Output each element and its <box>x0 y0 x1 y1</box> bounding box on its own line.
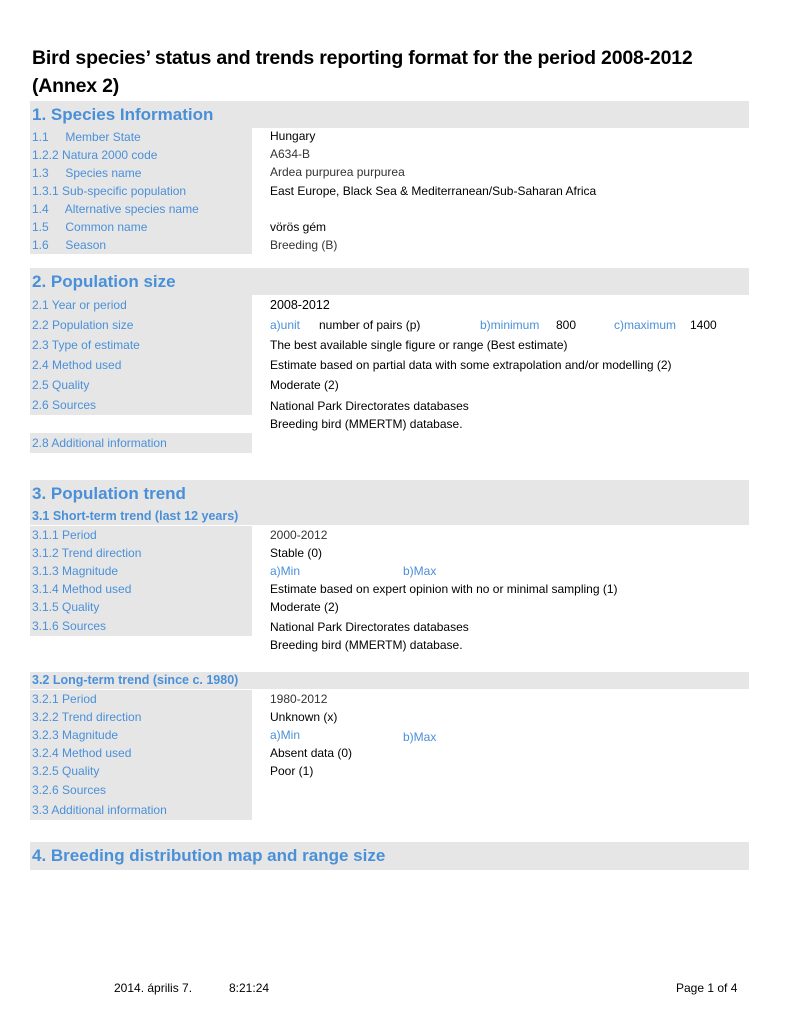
short-direction-value: Stable (0) <box>270 546 323 560</box>
long-term-trend-heading: 3.2 Long-term trend (since c. 1980) <box>30 672 749 689</box>
method-used-value: Estimate based on partial data with some extrapolation and/or modelling (2) <box>270 358 672 372</box>
short-magnitude-max: b)Max <box>403 564 437 578</box>
subspecific-population-value: East Europe, Black Sea & Mediterranean/Sub-Saharan Africa <box>270 184 597 198</box>
short-method-label: 3.1.4 Method used <box>30 580 252 598</box>
document-title <box>32 44 762 100</box>
short-period-value: 2000-2012 <box>270 528 328 542</box>
common-name-label: 1.5 Common name <box>30 218 252 236</box>
section-2-heading: 2. Population size <box>30 268 749 295</box>
long-magnitude-label: 3.2.3 Magnitude <box>30 726 252 744</box>
unit-label: a)unit <box>270 318 301 332</box>
common-name-value: vörös gém <box>270 220 327 234</box>
method-used-label: 2.4 Method used <box>30 355 252 375</box>
short-quality-value: Moderate (2) <box>270 600 339 614</box>
long-quality-label: 3.2.5 Quality <box>30 762 252 780</box>
species-name-value: Ardea purpurea purpurea <box>270 165 405 179</box>
long-sources-label: 3.2.6 Sources <box>30 780 252 800</box>
minimum-label: b)minimum <box>480 318 540 332</box>
short-quality-label: 3.1.5 Quality <box>30 598 252 616</box>
section-4-heading: 4. Breeding distribution map and range size <box>30 842 749 870</box>
type-estimate-label: 2.3 Type of estimate <box>30 335 252 355</box>
long-method-value: Absent data (0) <box>270 746 353 760</box>
sources-line-1: National Park Directorates databases <box>270 399 469 413</box>
short-direction-label: 3.1.2 Trend direction <box>30 544 252 562</box>
year-period-value: 2008-2012 <box>270 298 330 312</box>
natura-code-label: 1.2.2 Natura 2000 code <box>30 146 252 164</box>
long-magnitude-min: a)Min <box>270 728 301 742</box>
short-sources-label: 3.1.6 Sources <box>30 616 252 636</box>
footer-page-number: Page 1 of 4 <box>676 981 738 995</box>
short-sources-line-1: National Park Directorates databases <box>270 620 469 634</box>
maximum-label: c)maximum <box>614 318 676 332</box>
sources-line-2: Breeding bird (MMERTM) database. <box>270 417 463 431</box>
short-sources-line-2: Breeding bird (MMERTM) database. <box>270 638 463 652</box>
trend-additional-info-label: 3.3 Additional information <box>30 800 252 820</box>
member-state-value: Hungary <box>270 129 316 143</box>
season-label: 1.6 Season <box>30 236 252 254</box>
subspecific-population-label: 1.3.1 Sub-specific population <box>30 182 252 200</box>
footer-date: 2014. április 7. <box>114 981 193 995</box>
quality-value: Moderate (2) <box>270 378 339 392</box>
short-magnitude-min: a)Min <box>270 564 301 578</box>
additional-info-label: 2.8 Additional information <box>30 433 252 453</box>
long-direction-label: 3.2.2 Trend direction <box>30 708 252 726</box>
season-value: Breeding (B) <box>270 238 338 252</box>
long-direction-value: Unknown (x) <box>270 710 338 724</box>
section-3-heading: 3. Population trend <box>30 480 749 508</box>
unit-value: number of pairs (p) <box>319 318 421 332</box>
title-line-2: (Annex 2) <box>32 75 120 97</box>
minimum-value: 800 <box>556 318 577 332</box>
member-state-label: 1.1 Member State <box>30 128 252 146</box>
long-period-label: 3.2.1 Period <box>30 690 252 708</box>
title-line-1: Bird species’ status and trends reporting format for the period 2008-2012 <box>32 47 693 69</box>
maximum-value: 1400 <box>690 318 717 332</box>
alternative-name-label: 1.4 Alternative species name <box>30 200 252 218</box>
sources-label: 2.6 Sources <box>30 395 252 415</box>
short-period-label: 3.1.1 Period <box>30 526 252 544</box>
year-period-label: 2.1 Year or period <box>30 295 252 315</box>
short-term-trend-heading: 3.1 Short-term trend (last 12 years) <box>30 508 749 525</box>
short-method-value: Estimate based on expert opinion with no or minimal sampling (1) <box>270 582 618 596</box>
long-period-value: 1980-2012 <box>270 692 328 706</box>
long-magnitude-max: b)Max <box>403 730 437 744</box>
quality-label: 2.5 Quality <box>30 375 252 395</box>
population-size-label: 2.2 Population size <box>30 315 252 335</box>
long-method-label: 3.2.4 Method used <box>30 744 252 762</box>
natura-code-value: A634-B <box>270 147 311 161</box>
species-name-label: 1.3 Species name <box>30 164 252 182</box>
section-1-heading: 1. Species Information <box>30 101 749 128</box>
short-magnitude-label: 3.1.3 Magnitude <box>30 562 252 580</box>
long-quality-value: Poor (1) <box>270 764 314 778</box>
footer-time: 8:21:24 <box>229 981 270 995</box>
type-estimate-value: The best available single figure or range (Best estimate) <box>270 338 568 352</box>
